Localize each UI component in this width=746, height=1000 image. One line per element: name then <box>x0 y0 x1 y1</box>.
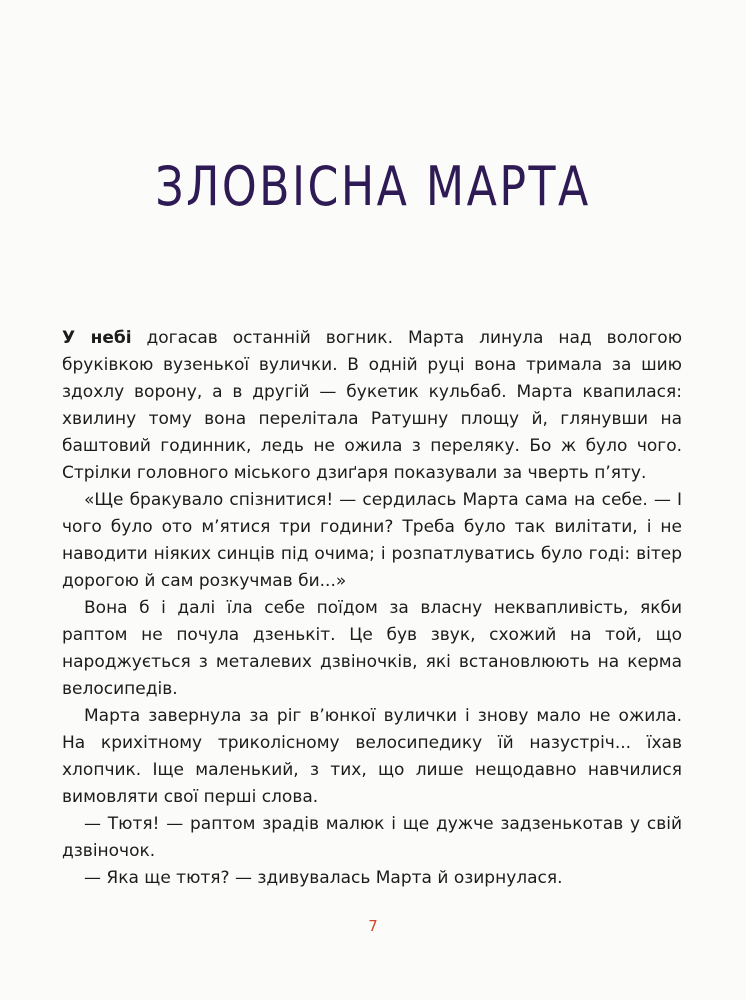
page-number: 7 <box>368 917 378 935</box>
paragraph-5: — Тютя! — раптом зрадів малюк і ще дужче задзенькотав у свій дзвіночок. <box>62 814 682 861</box>
paragraph-1 <box>62 325 682 487</box>
paragraph-1-text: догасав останній вогник. Марта линула над вологою бруківкою вузенької вулички. В одній руці вона тримала за шию здохлу ворону, а в другій — букетик кульбаб. Марта квапилася: хвилину тому вона перелітала Ратушну площу й, глянувши на баштовий годинник, ледь не ожила з переляку. Бо ж було чого. Стрілки головного міського дзиґаря показували за чверть п’яту. <box>62 328 682 483</box>
lead-words: У небі <box>62 328 132 348</box>
paragraph-4: Марта завернула за ріг в’юнкої вулички і знову мало не ожила. На крихітному триколісному велосипедику їй назустріч... їхав хлопчик. Іще маленький, з тих, що лише нещодавно навчилися вимовляти свої перші слова. <box>62 706 682 807</box>
paragraph-6: — Яка ще тютя? — здивувалась Марта й озирнулася. <box>84 868 563 888</box>
paragraph-2: «Ще бракувало спізнитися! — сердилась Марта сама на себе. — І чого було ото м’ятися три години? Треба було так вилітати, і не наводити ніяких синців під очима; і розпатлуватись було годі: вітер дорогою й сам розкучмав би...» <box>62 490 682 591</box>
chapter-title: ЗЛОВІСНА МАРТА <box>155 155 591 218</box>
chapter-body <box>62 325 682 892</box>
paragraph-3: Вона б і далі їла себе поїдом за власну неквапливість, якби раптом не почула дзенькіт. Це був звук, схожий на той, що народжується з металевих дзвіночків, які встановлюють на керма велосипедів. <box>62 598 682 699</box>
